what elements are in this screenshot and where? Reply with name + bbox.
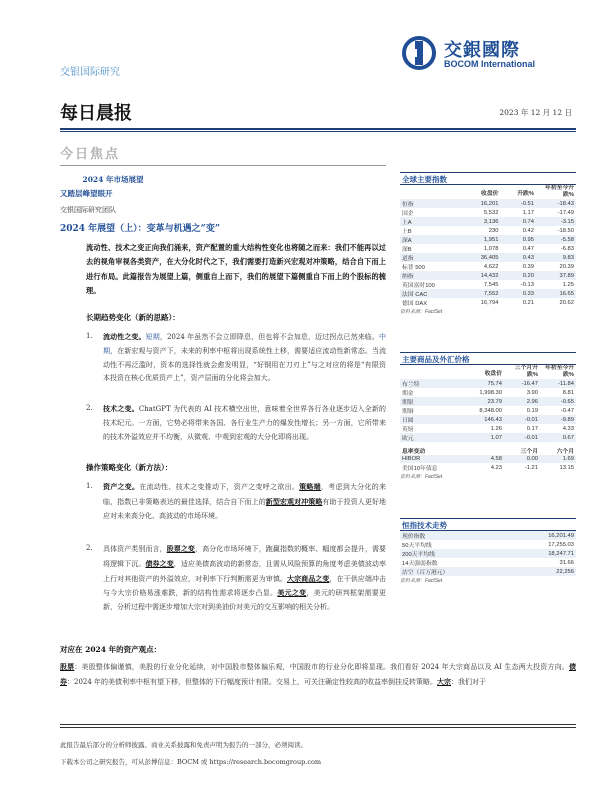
key-term-2: 新型宏观对冲策略 bbox=[265, 496, 323, 506]
row-label: 上B bbox=[402, 229, 412, 235]
footer-rule bbox=[60, 724, 576, 725]
row-label: 布兰特 bbox=[400, 379, 462, 388]
table-row bbox=[400, 244, 576, 253]
logo-cn: 交銀國際 bbox=[444, 40, 520, 61]
ops-heading: 操作策略变化（新方法）： bbox=[86, 463, 173, 472]
cell-value: 3.90 bbox=[526, 389, 538, 396]
indices-table bbox=[400, 185, 576, 307]
header-rule bbox=[60, 128, 576, 130]
row-label: 德国 DAX bbox=[402, 301, 428, 307]
cell-value: 230 bbox=[488, 227, 499, 234]
cell-value: 20.62 bbox=[559, 299, 574, 306]
cell-value: 0.42 bbox=[522, 227, 534, 234]
cell-value: 146.43 bbox=[462, 415, 504, 424]
item-text: 在流动性、技术之变推动下，资产之变呼之欲出。 bbox=[139, 483, 300, 491]
cell-value: 0.19 bbox=[526, 407, 538, 414]
topic-subtitle: 又踏层峰望眼开 bbox=[60, 189, 113, 198]
table-row bbox=[400, 406, 576, 415]
row-label: 国企 bbox=[402, 211, 414, 217]
report-date: 2023 年 12 月 12 日 bbox=[499, 108, 572, 117]
col-header bbox=[400, 185, 463, 199]
cell-value: 0.43 bbox=[500, 253, 536, 262]
views-heading: 对应在 2024 年的资产观点： bbox=[60, 645, 162, 654]
cell-value: 37.89 bbox=[536, 271, 576, 280]
row-label: 美国10年债息 bbox=[402, 466, 438, 473]
table-row bbox=[400, 463, 576, 472]
cell-value: 1,078 bbox=[483, 245, 499, 252]
item-text: ChatGPT 为代表的 AI 技术横空出世，意味着全世界各行各业逐步迈入全新的技术纪元。一方面，它势必将带来各国、各行业生产力的爆发性增长；另一方面，它所带来的技术外溢效应并不均衡，从微观、中观到宏观的大分化即将出现。 bbox=[103, 405, 386, 441]
table-row bbox=[400, 271, 576, 280]
item-number: 2. bbox=[86, 404, 93, 412]
cell-value: -16.47 bbox=[504, 379, 540, 388]
row-label: 英镑 bbox=[402, 427, 414, 433]
key-term: 策略端 bbox=[299, 482, 321, 491]
cell-value: 1.07 bbox=[462, 433, 504, 442]
view-stocks: 股票 bbox=[60, 662, 75, 671]
cell-value: 31.66 bbox=[559, 559, 574, 566]
cell-value: 22,256 bbox=[511, 567, 576, 576]
cell-value: 0.67 bbox=[540, 433, 576, 442]
cell-value: 1.69 bbox=[540, 455, 576, 463]
cell-value: 2.96 bbox=[504, 397, 540, 406]
view-text-3: ：我们对于 bbox=[451, 677, 487, 686]
list-item-tech bbox=[86, 402, 386, 444]
cell-value: 4.58 bbox=[462, 455, 504, 463]
cell-value: -5.58 bbox=[536, 235, 576, 244]
cell-value: 0.95 bbox=[500, 235, 536, 244]
cell-value: -0.01 bbox=[504, 433, 540, 442]
row-label: 期金 bbox=[402, 391, 414, 397]
cell-value: 7,552 bbox=[463, 289, 500, 298]
row-label: 现价指数 bbox=[400, 531, 511, 540]
item-text-3: 有助于投资人更好地应对未来高分化、高波动的市场环境。 bbox=[103, 497, 387, 520]
rate-header: 三个月 bbox=[520, 449, 538, 455]
col-header: 年初至今升跌% bbox=[545, 185, 574, 198]
cell-value: 1,998.30 bbox=[479, 389, 502, 396]
commodities-title: 主要商品及外汇价格 bbox=[400, 352, 576, 365]
cell-value: 13.15 bbox=[559, 464, 574, 471]
table-row bbox=[400, 235, 576, 244]
row-label: 200天平均线 bbox=[400, 549, 511, 558]
key-term-commodities: 大宗商品之变 bbox=[287, 573, 330, 583]
row-label: 标普 500 bbox=[402, 265, 425, 271]
col-header: 年初至今升跌% bbox=[545, 365, 574, 378]
item-text-2: ，高分化市场环境下，跑赢指数的概率、幅度都会提升，需要将逻辑下沉。 bbox=[103, 545, 387, 568]
row-label: HIBOR bbox=[400, 455, 462, 463]
cell-value: -18.43 bbox=[536, 199, 576, 208]
section-title: 今日焦点 bbox=[60, 147, 121, 162]
cell-value: -11.84 bbox=[540, 379, 576, 388]
row-label: 欧元 bbox=[400, 433, 462, 442]
bocom-logo-icon bbox=[402, 36, 436, 70]
rate-header: 息率变动 bbox=[402, 449, 426, 455]
row-label: 上A bbox=[400, 217, 463, 226]
cell-value: 23.79 bbox=[462, 397, 504, 406]
cell-value: 0.21 bbox=[522, 299, 534, 306]
item-text-3: ，适应美债高波动的新常态，且需从风险预算的角度考虑美债波动率上行对其他资产的外溢效应，对利率下行判断需更为审慎。 bbox=[103, 559, 387, 583]
cell-value: 16,201.49 bbox=[511, 531, 576, 540]
item-text-2: ，在新宏观与资产下，未来的利率中枢将出现系统性上移，需要适应流动性新常态。当流动性不再泛滥时，资本的选择性就会愈发明显，“好钢用在刀刃上”与之对应的将是“有限资本投资在核心优质资产上”，资产层面的分化将会加大。 bbox=[103, 346, 386, 383]
row-label: 恒指 bbox=[400, 199, 463, 208]
view-text-2: ：2024 年的美债利率中枢有望下移，但整体的下行幅度预计有限。交易上，可关注确定性较高的收益率倒挂反转策略。 bbox=[67, 677, 438, 686]
col-header: 三个月升跌% bbox=[514, 365, 538, 378]
header-rule-thin bbox=[60, 131, 576, 132]
logo-en: BOCOM International bbox=[444, 59, 536, 69]
cell-value: -3.15 bbox=[536, 217, 576, 226]
cell-value: 0.33 bbox=[500, 289, 536, 298]
tech-panel bbox=[400, 518, 576, 584]
views-paragraph bbox=[60, 660, 576, 690]
rate-header: 六个月 bbox=[556, 449, 574, 455]
row-label: 沽空（百万港元） bbox=[400, 567, 511, 576]
key-term-usd: 美元之变 bbox=[277, 588, 307, 598]
cell-value: -0.01 bbox=[504, 415, 540, 424]
key-term-bonds: 债券之变 bbox=[145, 558, 174, 568]
list-item-liquidity bbox=[86, 330, 386, 386]
cell-value: 0.39 bbox=[522, 263, 534, 270]
company-logo bbox=[402, 36, 578, 76]
commodities-source: 资料来源：FactSet bbox=[400, 474, 443, 481]
cell-value: 1.17 bbox=[522, 209, 534, 216]
table-row bbox=[400, 298, 576, 307]
item-lead: 流动性之变。 bbox=[103, 332, 146, 341]
report-title: 每日晨报 bbox=[60, 103, 132, 124]
commodities-table bbox=[400, 365, 576, 472]
view-bonds: 债券 bbox=[60, 662, 576, 686]
author-team: 交银国际研究团队 bbox=[60, 206, 116, 214]
cell-value: 1.25 bbox=[562, 281, 574, 288]
item-number: 2. bbox=[86, 544, 93, 552]
row-label: 法国 CAC bbox=[400, 289, 463, 298]
section-divider bbox=[60, 165, 386, 166]
footer-rule-2 bbox=[60, 727, 576, 728]
row-label: 纳指 bbox=[400, 271, 463, 280]
cell-value: -0.47 bbox=[560, 407, 574, 414]
cell-value: 3,136 bbox=[463, 217, 500, 226]
cell-value: -0.51 bbox=[500, 199, 536, 208]
item-lead: 资产之变。 bbox=[103, 482, 140, 491]
cell-value: 4.23 bbox=[490, 464, 502, 471]
cell-value: 9.83 bbox=[536, 253, 576, 262]
cell-value: 18,247.71 bbox=[511, 549, 576, 558]
col-header: 收盘价 bbox=[481, 190, 499, 197]
table-row bbox=[400, 226, 576, 235]
table-row bbox=[400, 262, 576, 271]
cell-value: 5,532 bbox=[483, 209, 499, 216]
row-label: 期银 bbox=[400, 397, 462, 406]
col-header: 升跌% bbox=[517, 190, 534, 197]
list-item-asset-classes bbox=[86, 542, 386, 615]
rate-header bbox=[462, 442, 504, 455]
topic-title: 2024 年市场展望 bbox=[82, 175, 144, 184]
item-text-2: ，考虑到大分化的来临，指数已非策略表达的最佳选择，结合自下而上的 bbox=[103, 483, 387, 506]
table-row bbox=[400, 531, 576, 540]
table-row bbox=[400, 567, 576, 576]
row-label: 14天强弱指数 bbox=[402, 561, 438, 567]
cell-value: 36,405 bbox=[463, 253, 500, 262]
list-item-assets bbox=[86, 480, 386, 523]
cell-value: 17,255.03 bbox=[548, 541, 574, 548]
cell-value: 16,794 bbox=[480, 299, 499, 306]
cell-value: 0.47 bbox=[522, 245, 534, 252]
cell-value: 1.26 bbox=[490, 425, 502, 432]
term-mid: 中期 bbox=[103, 333, 387, 355]
table-row bbox=[400, 415, 576, 424]
tech-table bbox=[400, 531, 576, 576]
cell-value: 0.20 bbox=[500, 271, 536, 280]
cell-value: -6.83 bbox=[560, 245, 574, 252]
item-number: 1. bbox=[86, 332, 93, 340]
cell-value: 8,348.00 bbox=[479, 407, 502, 414]
table-row bbox=[400, 424, 576, 433]
item-text: ，2024 年虽然不会立即降息，但也将不会加息，迈过拐点已然来临。 bbox=[159, 333, 380, 341]
footer-disclaimer: 此报告最后部分的分析师披露、商业关系披露和免责声明为报告的一部分，必须阅读。 bbox=[60, 741, 307, 749]
cell-value: -17.49 bbox=[557, 209, 574, 216]
col-header: 收盘价 bbox=[484, 370, 502, 377]
cell-value: 1,951 bbox=[463, 235, 500, 244]
cell-value: 4.33 bbox=[562, 425, 574, 432]
footer bbox=[60, 737, 576, 771]
cell-value: 0.00 bbox=[504, 455, 540, 463]
table-row bbox=[400, 217, 576, 226]
table-row bbox=[400, 388, 576, 397]
row-label: 期铜 bbox=[402, 409, 414, 415]
cell-value: 16.65 bbox=[536, 289, 576, 298]
long-trend-heading: 长期趋势变化（新的思路）： bbox=[86, 313, 180, 322]
cell-value: -9.89 bbox=[540, 415, 576, 424]
footer-download: 下载本公司之研究报告，可从彭博信息：BOCM 或 https://research.bocomgroup.com bbox=[60, 758, 322, 766]
item-text-5: ，美元的研判框架需要更新，分析过程中需逐步增加大宗对到美油价对美元的交互影响的相关分析。 bbox=[103, 589, 387, 612]
row-label: 深A bbox=[400, 235, 463, 244]
item-number: 1. bbox=[86, 482, 93, 490]
cell-value: 20.39 bbox=[559, 263, 574, 270]
cell-value: 75.74 bbox=[462, 379, 504, 388]
tech-source: 资料来源：FactSet bbox=[400, 578, 443, 584]
table-row bbox=[400, 549, 576, 558]
tech-title: 恒指技术走势 bbox=[400, 518, 576, 531]
brand-label: 交银国际研究 bbox=[60, 67, 120, 78]
table-row bbox=[400, 208, 576, 217]
table-row bbox=[400, 253, 576, 262]
cell-value: 0.17 bbox=[526, 425, 538, 432]
key-term-stocks: 股票之变 bbox=[166, 544, 196, 553]
item-text-4: ，在干供应端冲击与今大宗价格易涨难跌，新的结构性需求将逐步凸显。 bbox=[103, 574, 387, 598]
term-short: 短期 bbox=[145, 333, 160, 341]
indices-title: 全球主要指数 bbox=[400, 172, 576, 185]
indices-panel bbox=[400, 172, 576, 315]
table-row bbox=[400, 280, 576, 289]
cell-value: 0.74 bbox=[500, 217, 536, 226]
commodities-panel bbox=[400, 352, 576, 480]
lead-paragraph: 流动性、技术之变正向我们涌来，资产配置的重大结构性变化也将随之而来：我们不能再以过去的视角审视各类资产，在大分化时代之下，我们需要打造新兴宏观对冲策略，结合自下而上进行布局。此篇报告为展望上篇，侧重自上而下，我们的展望下篇侧重自下而上的个股标的梳理。 bbox=[86, 243, 386, 296]
table-row bbox=[400, 397, 576, 406]
cell-value: 14,432 bbox=[463, 271, 500, 280]
table-row bbox=[400, 379, 576, 388]
cell-value: -18.50 bbox=[557, 227, 574, 234]
row-label: 日圆 bbox=[400, 415, 462, 424]
table-row bbox=[400, 433, 576, 442]
cell-value: 8.81 bbox=[562, 389, 574, 396]
col-header bbox=[400, 365, 462, 379]
cell-value: 4,622 bbox=[483, 263, 499, 270]
view-commodities: 大宗 bbox=[437, 676, 452, 686]
cell-value: 7,545 bbox=[483, 281, 499, 288]
article-headline: 2024 年展望（上）：变革与机遇之“变” bbox=[60, 224, 221, 234]
cell-value: 16,201 bbox=[463, 199, 500, 208]
item-text: 具体资产类别而言， bbox=[103, 545, 167, 553]
row-label: 深B bbox=[402, 247, 412, 253]
row-label: 道指 bbox=[400, 253, 463, 262]
row-label: 50天平均线 bbox=[402, 543, 432, 549]
table-row bbox=[400, 558, 576, 567]
row-label: 英国富时100 bbox=[402, 283, 435, 289]
cell-value: -1.21 bbox=[524, 464, 538, 471]
table-row bbox=[400, 455, 576, 463]
view-text: ：美股整体偏谨慎，美股的行业分化延续，对中国股市整体偏乐观，中国股市的行业分化即将显现。我们看好 2024 年大宗商品以及 AI 生态两大投资方向。 bbox=[74, 663, 569, 671]
item-lead: 技术之变。 bbox=[103, 404, 139, 413]
indices-source: 资料来源：FactSet bbox=[400, 309, 443, 315]
table-row bbox=[400, 289, 576, 298]
cell-value: -0.65 bbox=[540, 397, 576, 406]
table-row bbox=[400, 199, 576, 208]
cell-value: -0.13 bbox=[520, 281, 534, 288]
table-row bbox=[400, 540, 576, 549]
